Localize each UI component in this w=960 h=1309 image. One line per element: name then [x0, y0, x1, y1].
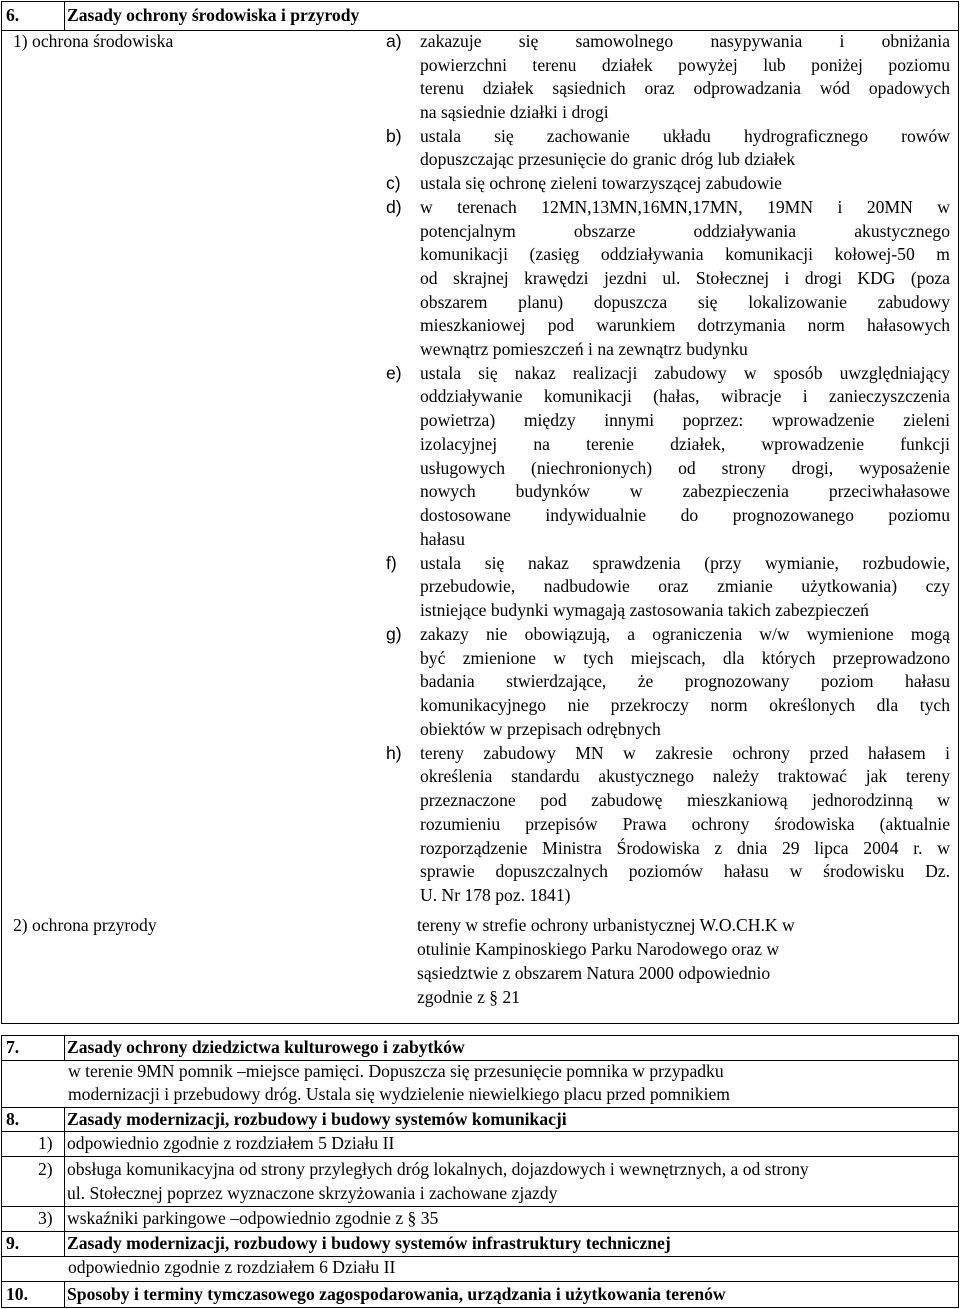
item-h-line: określenia standardu akustycznego należy traktować jak tereny	[420, 766, 950, 786]
item-d-letter: d)	[386, 197, 402, 217]
section8-row-text: wskaźniki parkingowe –odpowiednio zgodnie z § 35	[67, 1208, 439, 1228]
item-g-line: badania stwierdzające, że prognozowany poziom hałasu	[420, 671, 950, 691]
section8-row3-num-cell	[1, 1206, 65, 1232]
section8-number-cell	[1, 1107, 65, 1132]
section6-number: 6.	[6, 5, 20, 25]
item-d-line: potencjalnym obszarze oddziaływania akustycznego	[420, 221, 950, 241]
item-a-line: na sąsiednie działki i drogi	[420, 102, 609, 122]
item-g-line: obiektów w przepisach odrębnych	[420, 719, 661, 739]
item-e-line: ustala się nakaz realizacji zabudowy w sposób uwzględniający	[420, 363, 950, 383]
section8-row-text: ul. Stołecznej poprzez wyznaczone skrzyżowania i zachowane zjazdy	[67, 1183, 558, 1203]
section8-row2-text-cell	[64, 1156, 959, 1207]
nature-line: otulinie Kampinoskiego Parku Narodowego oraz w	[417, 939, 780, 959]
section7-title: Zasady ochrony dziedzictwa kulturowego i zabytków	[67, 1037, 465, 1057]
section9-title: Zasady modernizacji, rozbudowy i budowy systemów infrastruktury technicznej	[67, 1233, 671, 1253]
item-e-line: dostosowane indywidualnie do prognozowanego poziomu	[420, 505, 950, 525]
item-g-line: być zmienione w tych miejscach, dla których przeprowadzono	[420, 648, 950, 668]
item-e-letter: e)	[386, 363, 402, 383]
section10-number: 10.	[6, 1284, 28, 1304]
item-f-line: istniejące budynki wymagają zastosowania takich zabezpieczeń	[420, 600, 869, 620]
section8-title: Zasady modernizacji, rozbudowy i budowy systemów komunikacji	[67, 1109, 567, 1129]
item-h-line: tereny zabudowy MN w zakresie ochrony przed hałasem i	[420, 743, 950, 763]
nature-line: zgodnie z § 21	[417, 987, 521, 1007]
section8-row-number: 3)	[38, 1208, 53, 1228]
item-b-line: ustala się zachowanie układu hydrograficznego rowów	[420, 126, 950, 146]
section10-title-cell	[64, 1281, 959, 1308]
item-g-line: zakazy nie obowiązują, a ograniczenia w/w wymienione mogą	[420, 624, 950, 644]
item-h-line: sprawie dopuszczalnych poziomów hałasu w środowisku Dz.	[420, 861, 950, 881]
item-e-line: hałasu	[420, 529, 465, 549]
section9-body	[1, 1256, 959, 1282]
item-h-line: U. Nr 178 poz. 1841)	[420, 885, 571, 905]
item-e-line: nowych budynków w zabezpieczenia przeciwhałasowe	[420, 481, 950, 501]
item-d-line: od skrajnej krawędzi jezdni ul. Stołecznej i drogi KDG (poza	[420, 268, 950, 288]
nature-line: tereny w strefie ochrony urbanistycznej W.O.CH.K w	[417, 915, 795, 935]
item-f-line: przebudowie, nadbudowie oraz zmianie użytkowania) czy	[420, 576, 950, 596]
section7-body	[1, 1060, 959, 1108]
nature-line: sąsiedztwie z obszarem Natura 2000 odpowiednio	[417, 963, 771, 983]
section8-row-number: 1)	[38, 1133, 53, 1153]
item-a-line: powierzchni terenu działek powyżej lub poniżej poziomu	[420, 55, 950, 75]
item-c-letter: c)	[386, 173, 401, 193]
section9-text: odpowiednio zgodnie z rozdziałem 6 Działu II	[68, 1257, 396, 1277]
env-protection-label: 1) ochrona środowiska	[13, 31, 174, 51]
item-h-line: przeznaczone pod zabudowę mieszkaniową jednorodzinną w	[420, 790, 950, 810]
item-f-line: ustala się nakaz sprawdzenia (przy wymianie, rozbudowie,	[420, 553, 950, 573]
section6-title: Zasady ochrony środowiska i przyrody	[67, 5, 360, 25]
section8-row2-num-cell	[1, 1156, 65, 1207]
item-d-line: w terenach 12MN,13MN,16MN,17MN, 19MN i 20MN w	[420, 197, 950, 217]
section10-title: Sposoby i terminy tymczasowego zagospodarowania, urządzania i użytkowania terenów	[67, 1284, 726, 1304]
section8-row3-text-cell	[64, 1206, 959, 1232]
item-g-letter: g)	[386, 624, 402, 644]
item-d-line: komunikacji (zasięg oddziaływania komunikacji kołowej-50 m	[420, 244, 950, 264]
section8-title-cell	[64, 1107, 959, 1132]
section7-number-cell	[1, 1035, 65, 1061]
item-d-line: wewnątrz pomieszczeń i na zewnątrz budynku	[420, 339, 748, 359]
section7-number: 7.	[6, 1037, 20, 1057]
section6-title-cell	[64, 1, 959, 31]
item-b-line: dopuszczając przesunięcie do granic dróg lub działek	[420, 149, 796, 169]
section8-row1-num-cell	[1, 1131, 65, 1157]
item-a-letter: a)	[386, 31, 402, 51]
section8-row-text: odpowiednio zgodnie z rozdziałem 5 Działu II	[67, 1133, 395, 1153]
item-c-line: ustala się ochronę zieleni towarzyszącej zabudowie	[420, 173, 782, 193]
item-a-line: terenu działek sąsiednich oraz odprowadzania wód opadowych	[420, 78, 950, 98]
section7-line: modernizacji i przebudowy dróg. Ustala się wydzielenie niewielkiego placu przed pomnikiem	[68, 1084, 730, 1104]
item-e-line: izolacyjnej na terenie działek, wprowadzenie funkcji	[420, 434, 950, 454]
item-d-line: mieszkaniowej pod warunkiem dotrzymania norm hałasowych	[420, 315, 950, 335]
section7-line: w terenie 9MN pomnik –miejsce pamięci. Dopuszcza się przesunięcie pomnika w przypadku	[68, 1061, 724, 1081]
item-h-line: rozporządzenie Ministra Środowiska z dnia 29 lipca 2004 r. w	[420, 838, 950, 858]
item-g-line: komunikacyjnego nie przekroczy norm określonych dla tych	[420, 695, 950, 715]
item-h-line: rozumieniu przepisów Prawa ochrony środowiska (aktualnie	[420, 814, 950, 834]
item-b-letter: b)	[386, 126, 402, 146]
section6-number-cell	[1, 1, 65, 31]
item-f-letter: f)	[386, 553, 397, 573]
section8-row-text: obsługa komunikacyjna od strony przyległych dróg lokalnych, dojazdowych i wewnętrznych, a od strony	[67, 1159, 809, 1179]
section9-number-cell	[1, 1231, 65, 1257]
section8-row1-text-cell	[64, 1131, 959, 1157]
item-e-line: oddziaływanie komunikacji (hałas, wibracje i zanieczyszczenia	[420, 386, 950, 406]
nature-protection-label: 2) ochrona przyrody	[13, 915, 157, 935]
item-a-line: zakazuje się samowolnego nasypywania i obniżania	[420, 31, 950, 51]
section9-number: 9.	[6, 1233, 20, 1253]
section8-row-number: 2)	[38, 1159, 53, 1179]
section8-number: 8.	[6, 1109, 20, 1129]
item-d-line: obszarem planu) dopuszcza się lokalizowanie zabudowy	[420, 292, 950, 312]
section10-number-cell	[1, 1281, 65, 1308]
section9-title-cell	[64, 1231, 959, 1257]
item-h-letter: h)	[386, 743, 402, 763]
section7-title-cell	[64, 1035, 959, 1061]
item-e-line: powietrza) między innymi poprzez: wprowadzenie zieleni	[420, 410, 950, 430]
item-e-line: usługowych (niechronionych) od strony drogi, wyposażenie	[420, 458, 950, 478]
